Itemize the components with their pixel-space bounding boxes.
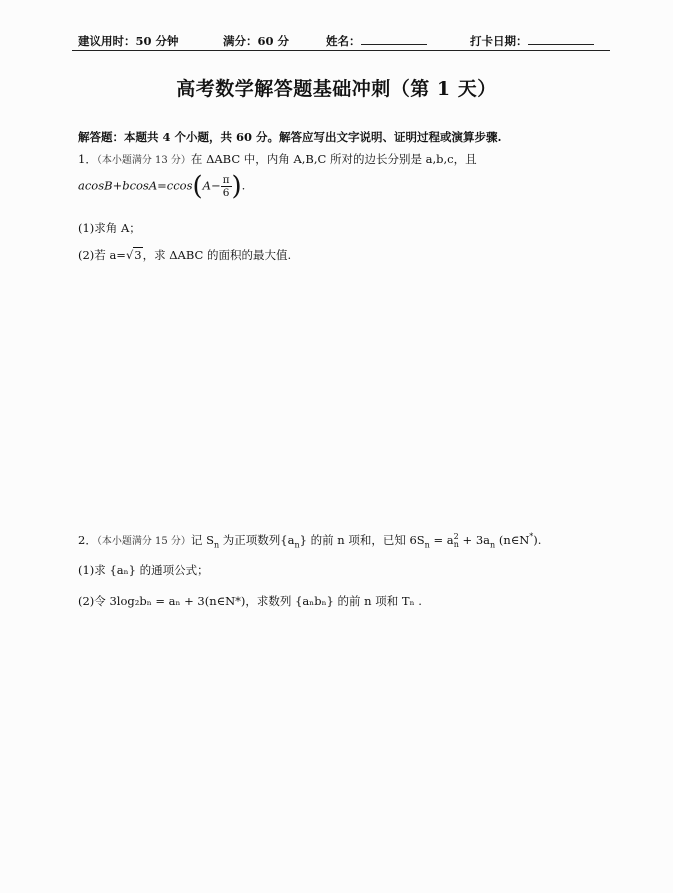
q2-stem-f: (n∈N (495, 533, 530, 547)
q2-stem-a: 记 S (190, 533, 214, 547)
q2-part1: (1)求 {aₙ} 的通项公式； (78, 563, 209, 577)
frac-numerator: π (222, 174, 230, 186)
q2-stem-seq: {a (280, 533, 295, 547)
q1-part2-a: (2)若 a= (78, 248, 126, 262)
q1-formula-left: acosB+bcosA=ccos (78, 178, 193, 193)
header-bar (78, 33, 608, 49)
sqrt-radicand: 3 (134, 248, 142, 262)
full-score: 满分：60 分 (223, 34, 290, 48)
q2-stem-d: = a (429, 533, 454, 547)
q1-score-note: （本小题满分 13 分） (96, 155, 191, 166)
q2-stem-b: 为正项数列 (219, 533, 281, 547)
q2-stem: 2．（本小题满分 15 分）记 $S_n$ 为正项数列$\{a_n\}$ 的前 n 项和，已知 $6S_n = a^2_n + 3a_n$ (n∈N*). (78, 532, 542, 550)
date-field (470, 33, 528, 49)
q2-part2: (2)令 3log₂bₙ = aₙ + 3(n∈N*)，求数列 {aₙbₙ} 的前 n 项和 Tₙ . (78, 594, 422, 608)
instructions: 解答题：本题共 4 个小题，共 60 分。解答应写出文字说明、证明过程或演算步骤. (78, 130, 502, 144)
right-paren: ) (231, 171, 242, 202)
q1-formula (78, 171, 246, 202)
sqrt-icon: √ (125, 248, 134, 262)
name-label: 姓名： (326, 34, 361, 48)
left-paren: ( (192, 171, 203, 202)
date-blank[interactable] (528, 33, 594, 45)
q1-part1: (1)求角 A； (78, 221, 141, 235)
q1-number: 1． (78, 152, 97, 166)
q2-number: 2． (78, 533, 97, 547)
q2-stem-c: } 的前 n 项和，已知 6S (299, 533, 425, 547)
q2-score-note: （本小题满分 15 分） (96, 536, 191, 547)
pi-over-6-fraction (221, 174, 232, 199)
q2-stem-e: + 3a (458, 533, 491, 547)
q1-formula-inner: A− (202, 178, 221, 193)
name-blank[interactable] (361, 33, 427, 45)
q1-part2-b: ，求 ΔABC 的面积的最大值. (142, 248, 292, 262)
page-title: 高考数学解答题基础冲刺（第 1 天） (176, 78, 497, 100)
q2-stem-g: ). (533, 533, 542, 547)
header-divider (72, 50, 610, 51)
suggested-time: 建议用时：50 分钟 (78, 34, 179, 48)
q1-formula-end: . (241, 178, 246, 193)
frac-denominator: 6 (222, 187, 230, 199)
name-field (326, 33, 361, 49)
q1-part2 (78, 247, 291, 263)
q1-stem (78, 151, 477, 167)
date-label: 打卡日期： (470, 34, 528, 48)
q1-stem-text: 在 ΔABC 中，内角 A,B,C 所对的边长分别是 a,b,c，且 (190, 152, 477, 166)
